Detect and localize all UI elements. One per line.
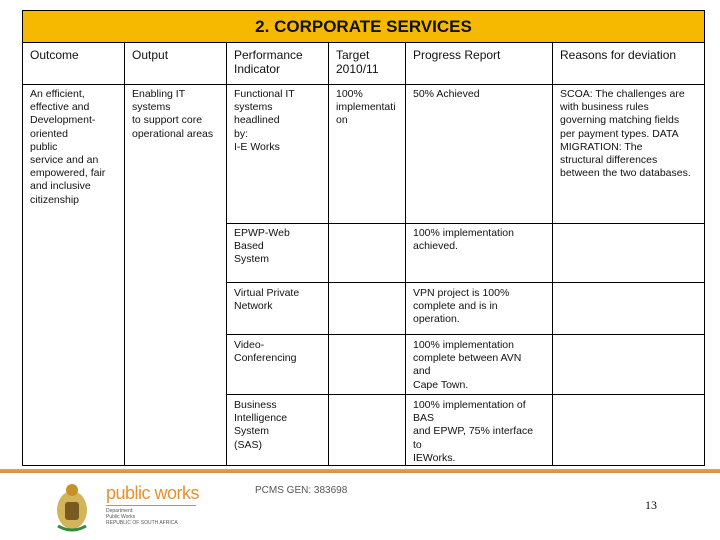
section-title: 2. CORPORATE SERVICES xyxy=(22,10,705,43)
column-divider xyxy=(328,43,329,466)
cell-outcome: An efficient, effective and Development- oriented public service and an empowered, fair and inclusive citizenship xyxy=(30,88,106,206)
header-reasons: Reasons for deviation xyxy=(560,48,677,62)
row-divider xyxy=(226,334,705,335)
cell-indicator: Virtual Private Network xyxy=(234,287,300,313)
row-divider xyxy=(22,84,705,85)
public-works-logo: public works xyxy=(106,483,200,503)
cell-progress: 100% implementation complete between AVN and Cape Town. xyxy=(413,339,522,391)
column-divider xyxy=(226,43,227,466)
footer-divider xyxy=(0,469,720,473)
pcms-reference: PCMS GEN: 383698 xyxy=(255,485,348,496)
header-target: Target 2010/11 xyxy=(336,48,379,76)
row-divider xyxy=(226,223,705,224)
cell-progress: 100% implementation achieved. xyxy=(413,227,514,253)
cell-indicator: Functional IT systems headlined by: I-E Works xyxy=(234,88,295,153)
column-divider xyxy=(124,43,125,466)
row-divider xyxy=(226,282,705,283)
column-divider xyxy=(405,43,406,466)
page-number: 13 xyxy=(645,498,657,512)
cell-indicator: EPWP-Web Based System xyxy=(234,227,290,266)
header-outcome: Outcome xyxy=(30,48,79,62)
cell-progress: 100% implementation of BAS and EPWP, 75% interface to IEWorks. xyxy=(413,399,534,464)
row-divider xyxy=(226,394,705,395)
cell-target: 100% implementati on xyxy=(336,88,396,127)
header-indicator: Performance Indicator xyxy=(234,48,303,76)
cell-progress: 50% Achieved xyxy=(413,88,480,100)
coat-of-arms-icon xyxy=(52,482,92,532)
cell-progress: VPN project is 100% complete and is in operation. xyxy=(413,287,510,326)
cell-output: Enabling IT systems to support core operational areas xyxy=(132,88,214,140)
header-progress: Progress Report xyxy=(413,48,501,62)
logo-rule xyxy=(106,505,196,506)
column-divider xyxy=(552,43,553,466)
header-output: Output xyxy=(132,48,169,62)
cell-indicator: Video- Conferencing xyxy=(234,339,297,365)
cell-indicator: Business Intelligence System (SAS) xyxy=(234,399,288,451)
logo-subtitle: Department: Public Works REPUBLIC OF SOUTH AFRICA xyxy=(106,508,178,526)
cell-reasons: SCOA: The challenges are with business rules governing matching fields per payment types. DATA MIGRATION: The structural differences between the two databases. xyxy=(560,88,691,180)
